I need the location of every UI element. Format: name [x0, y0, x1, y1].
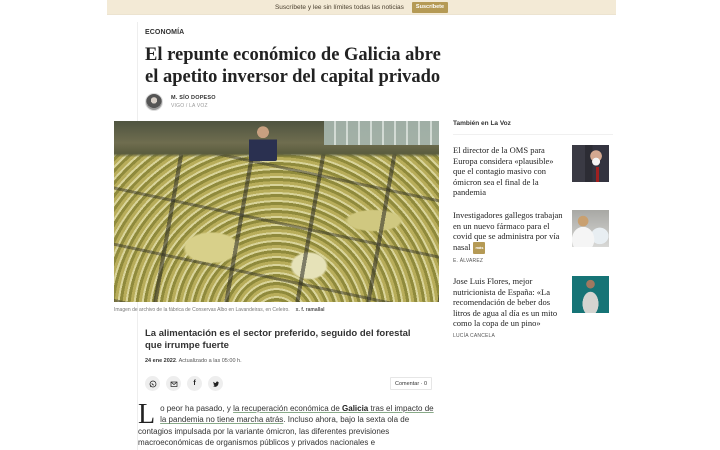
publish-date: 24 ene 2022 — [145, 358, 176, 364]
image-caption — [114, 307, 325, 313]
share-email-button[interactable] — [166, 376, 181, 391]
hero-image-worker — [249, 125, 277, 161]
related-sidebar — [453, 120, 613, 339]
related-thumbnail[interactable] — [572, 145, 609, 182]
author-avatar[interactable] — [145, 93, 163, 111]
related-headline[interactable]: Jose Luis Flores, mejor nutricionista de España: «La recomendación de beber dos litros de agua al día es un mito como la copa de un pino» — [453, 276, 558, 328]
subscribe-button[interactable]: Suscríbete — [412, 2, 448, 13]
article-subtitle: La alimentación es el sector preferido, seguido del forestal que irrumpe fuerte — [145, 328, 411, 351]
related-thumbnail[interactable] — [572, 210, 609, 247]
related-author: E. ÁLVAREZ — [453, 258, 484, 264]
twitter-icon — [212, 380, 220, 388]
updated-time: . Actualizado a las 05:00 h. — [175, 358, 242, 364]
related-article[interactable] — [453, 276, 613, 339]
byline — [145, 93, 216, 111]
promo-text: Suscríbete y lee sin límites todas las noticias — [274, 3, 404, 11]
dateline — [145, 358, 242, 364]
hero-image-window — [324, 121, 439, 145]
article-headline: El repunte económico de Galicia abre el apetito inversor del capital privado — [145, 45, 441, 87]
section-label[interactable]: ECONOMÍA — [145, 29, 185, 36]
email-icon — [170, 380, 178, 388]
related-article[interactable] — [453, 210, 613, 264]
facebook-icon: f — [193, 380, 196, 387]
dropcap: L — [138, 399, 156, 430]
article-body: Lo peor ha pasado, y la recuperación económica de Galicia tras el impacto de la pandemia no tiene marcha atrás. Incluso ahora, bajo la sexta ola de contagios impulsada por la variante ómicron, las diferentes previsiones macroeconómicas de organismos públicos y privados nacionales e — [138, 399, 434, 448]
sidebar-title: También en La Voz — [453, 120, 613, 135]
related-headline[interactable]: Investigadores gallegos trabajan en un nuevo fármaco para el covid que se administra por vía nasal más — [453, 210, 565, 254]
share-twitter-button[interactable] — [208, 376, 223, 391]
whatsapp-icon — [149, 380, 157, 388]
premium-badge: más — [473, 242, 485, 255]
author-location: VIGO / LA VOZ — [171, 103, 208, 109]
subscription-promo-bar — [107, 0, 616, 15]
share-facebook-button[interactable] — [187, 376, 202, 391]
comment-button[interactable]: Comentar · 0 — [390, 377, 432, 390]
share-whatsapp-button[interactable] — [145, 376, 160, 391]
related-thumbnail[interactable] — [572, 276, 609, 313]
related-article[interactable] — [453, 145, 613, 198]
related-headline[interactable]: El director de la OMS para Europa considera «plausible» que el contagio masivo con ómicron sea el final de la pandemia — [453, 145, 554, 197]
related-author: LUCÍA CANCELA — [453, 332, 496, 339]
galicia-recovery-link[interactable]: la recuperación económica de Galicia tras el impacto de la pandemia no tiene marcha atrás — [160, 404, 434, 425]
caption-text: Imagen de archivo de la fábrica de Conservas Albo en Lavandeiras, en Celeiro. — [114, 307, 290, 313]
photo-credit: x. f. ramallal — [295, 307, 325, 313]
hero-image — [114, 121, 439, 302]
author-name[interactable]: M. SÍO DOPESO — [171, 95, 216, 101]
share-buttons — [145, 376, 223, 391]
